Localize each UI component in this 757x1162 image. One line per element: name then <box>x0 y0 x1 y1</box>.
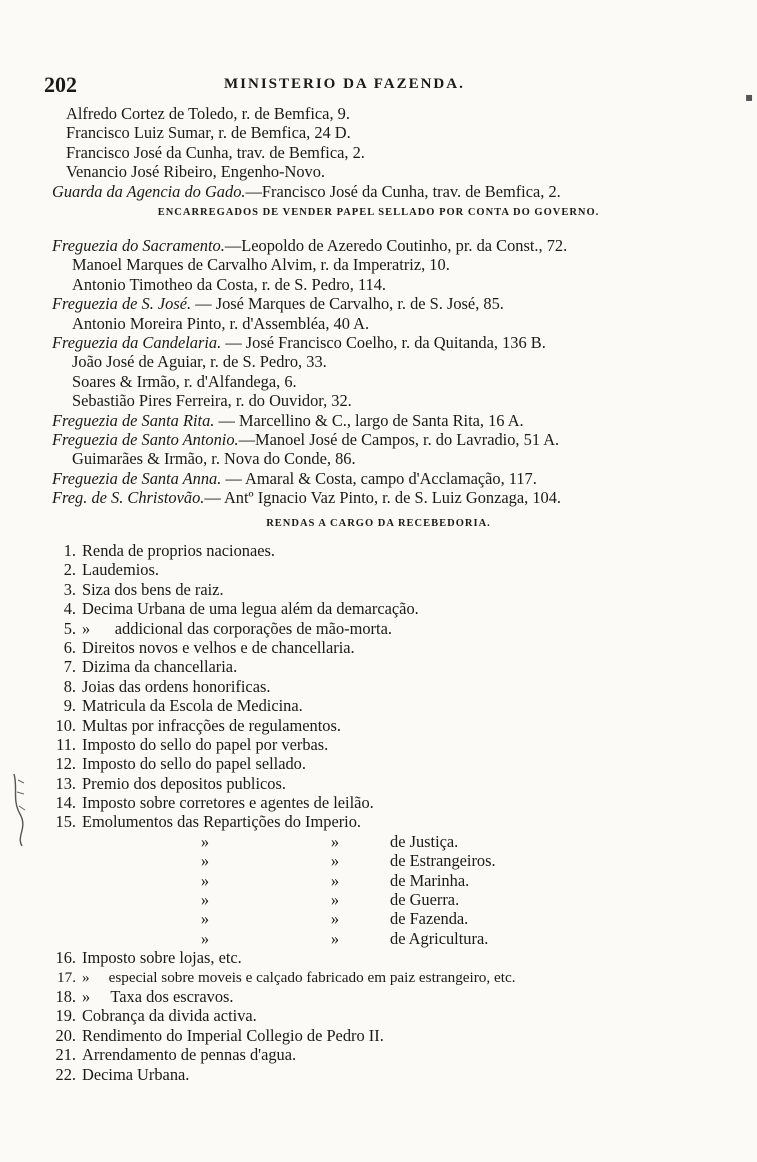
list-item <box>0 948 757 967</box>
item-text: Direitos novos e velhos e de chancellaria. <box>82 637 355 657</box>
emolumento-row <box>0 890 757 909</box>
margin-dot: ▪ <box>745 90 754 104</box>
top-list <box>0 104 757 201</box>
list-item <box>0 638 757 657</box>
list-item <box>0 541 757 560</box>
freguezia-list <box>0 236 757 507</box>
guarda-label: Guarda da Agencia do Gado. <box>52 181 246 201</box>
list-item <box>0 430 757 449</box>
emolumento-item: de Fazenda. <box>390 909 469 929</box>
item-text: Imposto sobre corretores e agentes de leilão. <box>82 793 374 813</box>
item-text: Decima Urbana de uma legua além da demarcação. <box>82 599 419 619</box>
list-item <box>0 696 757 715</box>
freguezia-text: —Manoel José de Campos, r. do Lavradio, 51 A. <box>238 429 560 449</box>
item-number: 16. <box>55 948 76 968</box>
list-item: Manoel Marques de Carvalho Alvim, r. da Imperatriz, 10. <box>72 255 450 275</box>
page-number: 202 <box>44 72 77 97</box>
list-item: João José de Aguiar, r. de S. Pedro, 33. <box>72 352 327 372</box>
item-number: 21. <box>55 1045 76 1065</box>
freguezia-label: Freguezia de S. José. <box>52 294 192 314</box>
list-item: Guimarães & Irmão, r. Nova do Conde, 86. <box>72 449 356 469</box>
item-number: 10. <box>55 715 76 735</box>
emolumento-item: de Agricultura. <box>390 928 489 948</box>
section-heading-papel-sellado: ENCARREGADOS DE VENDER PAPEL SELLADO POR CONTA DO GOVERNO. <box>157 207 600 218</box>
guarda-line <box>0 182 757 201</box>
list-item: Francisco Luiz Sumar, r. de Bemfica, 24 D. <box>66 123 351 143</box>
ditto-mark: » <box>330 851 340 871</box>
item-number: 7. <box>63 657 76 677</box>
item-text: Arrendamento de pennas d'agua. <box>82 1045 297 1065</box>
item-text: » especial sobre moveis e calçado fabricado em paiz estrangeiro, etc. <box>82 968 516 986</box>
list-item <box>0 793 757 812</box>
emolumento-row <box>0 871 757 890</box>
list-item <box>0 987 757 1006</box>
item-number: 2. <box>63 560 76 580</box>
list-item <box>0 619 757 638</box>
freguezia-label: Freg. de S. Christovão. <box>52 488 205 508</box>
item-text: Premio dos depositos publicos. <box>82 773 286 793</box>
list-item <box>0 236 757 255</box>
list-item <box>0 580 757 599</box>
list-item <box>0 677 757 696</box>
ditto-mark: » <box>200 851 210 871</box>
item-number: 13. <box>55 773 76 793</box>
freguezia-text: — Antº Ignacio Vaz Pinto, r. de S. Luiz Gonzaga, 104. <box>204 488 562 508</box>
item-number: 14. <box>55 793 76 813</box>
item-text: Siza dos bens de raiz. <box>82 579 224 599</box>
item-text: Decima Urbana. <box>82 1064 190 1084</box>
item-text: Renda de proprios nacionaes. <box>82 541 275 560</box>
item-number: 5. <box>63 618 76 638</box>
item-text: » addicional das corporações de mão-morta. <box>82 618 392 638</box>
ditto-mark: » <box>200 890 210 910</box>
item-text: Laudemios. <box>82 560 159 580</box>
item-number: 18. <box>55 986 76 1006</box>
item-number: 19. <box>55 1006 76 1026</box>
list-item <box>0 294 757 313</box>
emolumento-row <box>0 929 757 948</box>
list-item: Sebastião Pires Ferreira, r. do Ouvidor, 32. <box>72 391 352 411</box>
freguezia-text: — Marcellino & C., largo de Santa Rita, 16 A. <box>214 410 524 430</box>
list-item <box>0 774 757 793</box>
item-text: Rendimento do Imperial Collegio de Pedro II. <box>82 1025 384 1045</box>
list-item <box>0 1026 757 1045</box>
emolumento-item: de Justiça. <box>390 831 459 851</box>
emolumento-row <box>0 851 757 870</box>
list-item <box>0 333 757 352</box>
item-text: Imposto sobre lojas, etc. <box>82 948 242 968</box>
rendas-list <box>0 541 757 1084</box>
page-header <box>44 72 724 100</box>
list-item <box>0 968 757 987</box>
list-item: Antonio Moreira Pinto, r. d'Assembléa, 40 A. <box>72 313 370 333</box>
margin-scrawl-mark <box>4 770 32 850</box>
ditto-mark: » <box>200 928 210 948</box>
item-text: Imposto do sello do papel por verbas. <box>82 734 329 754</box>
freguezia-text: — José Francisco Coelho, r. da Quitanda, 136 B. <box>221 332 546 352</box>
list-item <box>0 1065 757 1084</box>
list-item <box>0 812 757 831</box>
item-number: 17. <box>57 968 76 986</box>
item-number: 6. <box>63 637 76 657</box>
item-number: 1. <box>63 541 76 560</box>
item-text: Cobrança da divida activa. <box>82 1006 257 1026</box>
guarda-text: —Francisco José da Cunha, trav. de Bemfica, 2. <box>245 181 561 201</box>
list-item <box>0 657 757 676</box>
item-text: Multas por infracções de regulamentos. <box>82 715 341 735</box>
list-item <box>0 469 757 488</box>
ditto-mark: » <box>200 909 210 929</box>
list-item: Soares & Irmão, r. d'Alfandega, 6. <box>72 371 297 391</box>
list-item <box>0 411 757 430</box>
item-number: 15. <box>55 812 76 832</box>
list-item <box>0 599 757 618</box>
list-item <box>0 716 757 735</box>
emolumento-item: de Guerra. <box>390 890 460 910</box>
item-number: 11. <box>56 734 76 754</box>
emolumento-item: de Estrangeiros. <box>390 851 496 871</box>
item-text: Matricula da Escola de Medicina. <box>82 696 303 716</box>
ditto-mark: » <box>330 870 340 890</box>
list-item: Antonio Timotheo da Costa, r. de S. Pedro, 114. <box>72 274 387 294</box>
list-item: Venancio José Ribeiro, Engenho-Novo. <box>66 162 326 182</box>
item-text: Emolumentos das Repartições do Imperio. <box>82 812 362 832</box>
freguezia-label: Freguezia do Sacramento. <box>52 236 225 255</box>
list-item <box>0 735 757 754</box>
item-number: 22. <box>55 1064 76 1084</box>
list-item: Francisco José da Cunha, trav. de Bemfica, 2. <box>66 142 365 162</box>
ditto-mark: » <box>330 890 340 910</box>
item-number: 9. <box>63 696 76 716</box>
freguezia-label: Freguezia de Santa Anna. <box>52 468 222 488</box>
item-text: Dizima da chancellaria. <box>82 657 238 677</box>
emolumento-item: de Marinha. <box>390 870 470 890</box>
item-number: 12. <box>55 754 76 774</box>
item-text: Imposto do sello do papel sellado. <box>82 754 306 774</box>
item-text: » Taxa dos escravos. <box>82 986 234 1006</box>
list-item: Alfredo Cortez de Toledo, r. de Bemfica, 9. <box>66 104 350 123</box>
ditto-mark: » <box>330 909 340 929</box>
list-item <box>0 1045 757 1064</box>
emolumento-row <box>0 832 757 851</box>
freguezia-label: Freguezia de Santo Antonio. <box>52 429 239 449</box>
list-item <box>0 754 757 773</box>
item-number: 4. <box>63 599 76 619</box>
section-heading-rendas: RENDAS A CARGO DA RECEBEDORIA. <box>266 518 491 529</box>
freguezia-label: Freguezia de Santa Rita. <box>52 410 215 430</box>
item-number: 20. <box>55 1025 76 1045</box>
item-text: Joias das ordens honorificas. <box>82 676 271 696</box>
list-item <box>0 488 757 507</box>
ditto-mark: » <box>200 870 210 890</box>
freguezia-text: —Leopoldo de Azeredo Coutinho, pr. da Const., 72. <box>224 236 568 255</box>
item-number: 8. <box>63 676 76 696</box>
freguezia-text: — Amaral & Costa, campo d'Acclamação, 117. <box>221 468 537 488</box>
list-item <box>0 1006 757 1025</box>
ditto-mark: » <box>330 831 340 851</box>
item-number: 3. <box>63 579 76 599</box>
freguezia-label: Freguezia da Candelaria. <box>52 332 222 352</box>
ditto-mark: » <box>200 831 210 851</box>
list-item <box>0 560 757 579</box>
freguezia-text: — José Marques de Carvalho, r. de S. José, 85. <box>191 294 504 314</box>
emolumento-row <box>0 909 757 928</box>
ditto-mark: » <box>330 928 340 948</box>
running-head: MINISTERIO DA FAZENDA. <box>224 76 465 92</box>
